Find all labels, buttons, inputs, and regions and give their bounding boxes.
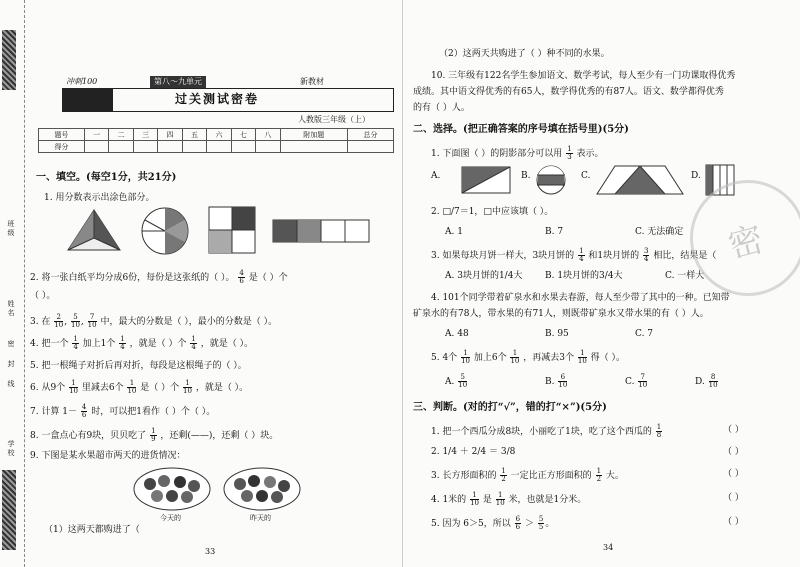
judge-2: 2. 1/4 ＋ 2/4 ＝ 3/8: [431, 447, 516, 457]
question-10-line2: 成绩。其中语文得优秀的有65人，数学得优秀的有87人。语文、数学都得优秀: [413, 87, 724, 97]
circle-shape: [140, 206, 190, 256]
choice-3-opt-c: C. 一样大: [665, 271, 705, 281]
choice-1-opt-b: B.: [521, 171, 531, 181]
yesterday-caption: 昨天的: [250, 514, 271, 522]
triangle-shape: [66, 208, 122, 252]
judge-1-answer[interactable]: （ ）: [723, 425, 744, 435]
section2-title: 二、选择。(把正确答案的序号填在括号里)(5分): [413, 124, 629, 135]
question-7: 7. 计算 1－ $\frac{4}{6}$ 时，可以把1看作（ ）个（ ）。: [30, 403, 216, 419]
choice-4-line2: 矿泉水的有78人，带水果的有71人，则既带矿泉水又带水果的有（ ）人。: [413, 309, 709, 319]
seal-label-3: 线: [7, 380, 15, 389]
choice-3-opt-b: B. 1块月饼的3/4大: [545, 271, 623, 281]
question-4: 4. 把一个 $\frac{1}{4}$ 加上1个 $\frac{1}{4}$ ，就是（ ）个 $\frac{1}{4}$ ，就是（ ）。: [30, 335, 254, 351]
choice-2: 2. □/7＝1，□中应该填（ ）。: [431, 207, 554, 217]
judge-4: 4. 1米的 $\frac{1}{10}$ 是 $\frac{1}{10}$ 米，也就是1分米。: [431, 491, 587, 507]
judge-3: 3. 长方形面积的 $\frac{1}{2}$ 一定比正方形面积的 $\frac{1}{2}$ 大。: [431, 467, 624, 483]
grade-label: 人教版三年级（上）: [298, 115, 370, 124]
page-number: 33: [205, 547, 216, 556]
choice-4-opt-a: A. 48: [445, 329, 469, 339]
judge-2-answer[interactable]: （ ）: [723, 447, 744, 457]
question-2: 2. 将一张白纸平均分成6份，每份是这张纸的（ ）。 $\frac{4}{6}$ 是（ ）个: [30, 269, 288, 285]
yesterday-fruit-basket: [222, 466, 302, 512]
question-5: 5. 把一根绳子对折后再对折，每段是这根绳子的（ ）。: [30, 361, 247, 371]
choice-2-opt-c: C. 无法确定: [635, 227, 684, 237]
seal-stamp-text: 密: [724, 219, 768, 267]
choice-1-opt-a: A.: [431, 171, 441, 181]
class-label: 班级: [7, 220, 15, 238]
choice-1-opt-d: D.: [691, 171, 701, 181]
page-number: 34: [603, 543, 614, 552]
choice-1: 1. 下面图（ ）的阴影部分可以用 $\frac{1}{3}$ 表示。: [431, 145, 604, 161]
table-row: 题号 一 二 三 四 五 六 七 八 附加题 总分: [39, 129, 394, 141]
binding-decoration: [2, 30, 16, 90]
table-row: 得分: [39, 141, 394, 153]
question-8: 8. 一盒点心有9块，贝贝吃了 $\frac{1}{9}$ ，还剩(——)，还剩（ ）块。: [30, 427, 279, 443]
judge-5-answer[interactable]: （ ）: [723, 517, 744, 527]
choice-2-opt-a: A. 1: [445, 227, 463, 237]
question-10-line1: 10. 三年级有122名学生参加语文、数学考试，每人至少有一门功课取得优秀: [431, 71, 736, 81]
question-9-1: （1）这两天都购进了（: [44, 525, 140, 535]
section1-title: 一、填空。(每空1分，共21分): [36, 172, 177, 183]
choice-3-opt-a: A. 3块月饼的1/4大: [445, 271, 523, 281]
option-a-shape: [461, 166, 511, 194]
choice-2-opt-b: B. 7: [545, 227, 564, 237]
school-label: 学校: [7, 440, 15, 458]
choice-5-opt-c: C. $\frac{7}{10}$: [625, 373, 648, 389]
page-title: 过关测试密卷: [175, 92, 260, 106]
binding-margin: [0, 0, 25, 567]
score-table: [38, 128, 394, 153]
choice-4-opt-c: C. 7: [635, 329, 654, 339]
seal-label-2: 封: [7, 360, 15, 369]
choice-5-opt-a: A. $\frac{5}{10}$: [445, 373, 468, 389]
choice-4-opt-b: B. 95: [545, 329, 569, 339]
question-3: 3. 在 $\frac{2}{10}$ , $\frac{5}{10}$ , $\frac{7}{10}$ 中，最大的分数是（ ），最小的分数是（ ）。: [30, 313, 278, 329]
choice-5-opt-b: B. $\frac{6}{10}$: [545, 373, 568, 389]
judge-1: 1. 把一个西瓜分成8块，小丽吃了1块，吃了这个西瓜的 $\frac{1}{8}$: [431, 423, 662, 439]
option-c-shape: [595, 164, 685, 196]
question-2-cont: （ ）。: [30, 291, 56, 301]
question-9: 9. 下图是某水果超市两天的进货情况：: [30, 451, 186, 461]
judge-3-answer[interactable]: （ ）: [723, 469, 744, 479]
square-shape: [208, 206, 256, 254]
choice-5: 5. 4个 $\frac{1}{10}$ 加上6个 $\frac{1}{10}$ ，再减去3个 $\frac{1}{10}$ 得（ ）。: [431, 349, 626, 365]
question-1: 1. 用分数表示出涂色部分。: [44, 193, 155, 203]
choice-5-opt-d: D. $\frac{8}{10}$: [695, 373, 718, 389]
option-b-shape: [535, 164, 567, 196]
unit-label: 第八～九单元: [150, 76, 206, 88]
fraction: $\frac{4}{6}$: [239, 269, 244, 285]
choice-3: 3. 如果每块月饼一样大，3块月饼的 $\frac{1}{4}$ 和1块月饼的 $\frac{3}{4}$ 相比，结果是（: [431, 247, 717, 263]
today-caption: 今天的: [160, 514, 181, 522]
name-label: 姓名: [7, 300, 15, 318]
question-6: 6. 从9个 $\frac{1}{10}$ 里减去6个 $\frac{1}{10}$ 是（ ）个 $\frac{1}{10}$ ，就是（ ）。: [30, 379, 249, 395]
judge-5: 5. 因为 6＞5，所以 $\frac{6}{6}$ ＞ $\frac{5}{5}$ 。: [431, 515, 555, 531]
question-10-line3: 的有（ ）人。: [413, 103, 470, 113]
brand-logo: 冲刺100: [66, 77, 98, 86]
today-fruit-basket: [132, 466, 212, 512]
section3-title: 三、判断。(对的打“√”，错的打“×”)(5分): [413, 402, 607, 413]
question-9-2: （2）这两天共购进了（ ）种不同的水果。: [439, 49, 610, 59]
seal-label-1: 密: [7, 340, 15, 349]
edition-label: 新教材: [300, 77, 324, 86]
choice-1-opt-c: C.: [581, 171, 591, 181]
choice-4-line1: 4. 101个同学带着矿泉水和水果去春游，每人至少带了其中的一种。已知带: [431, 293, 730, 303]
rectangle-bar-shape: [272, 216, 372, 244]
judge-4-answer[interactable]: （ ）: [723, 493, 744, 503]
binding-decoration: [2, 470, 16, 550]
